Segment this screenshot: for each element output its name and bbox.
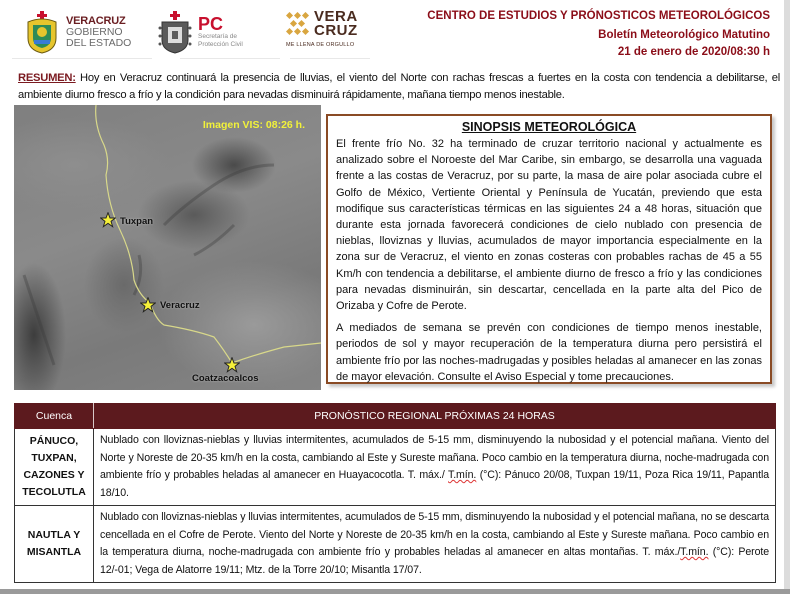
sinopsis-title: SINOPSIS METEOROLÓGICA bbox=[461, 120, 637, 134]
veracruz-brand-logo bbox=[286, 10, 358, 48]
proteccion-civil-logo bbox=[158, 10, 243, 54]
city-label-coatzacoalcos: Coatzacoalcos bbox=[192, 373, 259, 384]
logo-veracruz-line1: VERACRUZ bbox=[66, 14, 126, 27]
satellite-caption: Imagen VIS: 08:26 h. bbox=[202, 119, 305, 131]
cuenca-line: MISANTLA bbox=[26, 546, 82, 558]
table-row bbox=[15, 506, 776, 583]
forecast-table-header bbox=[15, 404, 776, 429]
veracruz-pattern-icon bbox=[286, 12, 310, 36]
spellcheck-flagged-word: T.mín. bbox=[448, 469, 477, 481]
header-forecast: PRONÓSTICO REGIONAL PRÓXIMAS 24 HORAS bbox=[94, 404, 776, 429]
bulletin-center-title: CENTRO DE ESTUDIOS Y PRÓNOSTICOS METEOROLÓGICOS bbox=[427, 10, 770, 22]
coastline bbox=[96, 105, 321, 363]
logo-pc-line2: Protección Civil bbox=[198, 41, 243, 48]
resumen-label: RESUMEN: bbox=[18, 72, 76, 84]
forecast-table bbox=[14, 403, 776, 583]
city-label-veracruz: Veracruz bbox=[160, 300, 200, 311]
star-icon bbox=[140, 297, 156, 313]
window-bottom-edge bbox=[0, 589, 790, 594]
spellcheck-flagged-word: T.mín. bbox=[680, 546, 709, 558]
cuenca-line: PÁNUCO, bbox=[29, 435, 79, 447]
logo-veracruz-line2: GOBIERNO bbox=[66, 25, 123, 38]
logo-divider bbox=[12, 58, 152, 59]
table-row bbox=[15, 429, 776, 506]
forecast-cell bbox=[94, 429, 776, 506]
logo-divider bbox=[290, 58, 370, 59]
logo-pc-acronym: PC bbox=[198, 14, 224, 34]
logo-vera-line1: VERA bbox=[314, 8, 358, 25]
coastline-overlay bbox=[14, 105, 321, 390]
header-cuenca: Cuenca bbox=[15, 404, 94, 429]
page-edge bbox=[784, 0, 790, 594]
logo-vera-tagline: ME LLENA DE ORGULLO bbox=[286, 42, 355, 48]
cuenca-line: TUXPAN, bbox=[31, 452, 77, 464]
forecast-text: (°C): Perote 12/-01; Vega de Alatorre 19/11; Mtz. de la Torre 20/10; Misantla 17/07. bbox=[100, 546, 769, 576]
sinopsis-paragraph-1: El frente frío No. 32 ha terminado de cruzar territorio nacional y actualmente es analizado sobre el Noroeste del Mar Caribe, sin embargo, se desarrolla una vaguada frente a las costas de Veracruz, por su parte, la masa de aire polar asociada cubre el Golfo de México, Vertiente Oriental y Península de Yucatán, previendo que esta modifique sus características térmicas en las siguientes 24 a 48 horas, situación que durante esta jornada favorecerá condiciones de cielo nublado con presencia de nieblas, lloviznas y lluvias, acumulados de mayor importancia especialmente en la zona sur de Veracruz, el viento en zonas costeras con probables rachas de 45 a 55 Km/h con tendencia a debilitarse, el ambiente diurno de fresco a frío y las condiciones para nevadas disminuirán, sin descartar, cencellada en la parte alta del Pico de Orizaba y Cofre de Perote. bbox=[336, 138, 762, 313]
sinopsis-paragraph-2: A mediados de semana se prevén con condiciones de tiempo menos inestable, periodos de sol y mayor recuperación de la temperatura diurna pero persistirá el ambiente frío por las noches-madrugadas y posibles heladas al amanecer en las zonas de mayor elevación. Consulte el Aviso Especial y tome precauciones. bbox=[336, 322, 762, 383]
cuenca-cell bbox=[15, 506, 94, 583]
bulletin-date: 21 de enero de 2020/08:30 h bbox=[617, 46, 770, 58]
logo-divider bbox=[180, 58, 280, 59]
cuenca-line: TECOLUTLA bbox=[22, 486, 86, 498]
satellite-image bbox=[14, 105, 321, 390]
forecast-text: Nublado con lloviznas-nieblas y lluvias intermitentes, acumulados de 5-15 mm, disminuyendo la nubosidad y el potencial mañana, no se descarta cencellada en el Cofre de Perote. Viento del Norte y Noreste de 20-35 km/h en la costa, cambiando al Este y Sureste mañana. Poco cambio en la temperatura diurna, noche-madrugada con ambiente frío y probables heladas al amanecer en altas montañas. T. máx./ bbox=[100, 511, 769, 558]
cuenca-cell bbox=[15, 429, 94, 506]
logo-veracruz-line3: DEL ESTADO bbox=[66, 36, 132, 49]
veracruz-coat-of-arms-icon bbox=[24, 10, 60, 54]
star-icon bbox=[100, 212, 116, 228]
proteccion-civil-shield-icon bbox=[158, 10, 192, 54]
logo-pc-line1: Secretaría de bbox=[198, 33, 238, 40]
forecast-text: (°C): Pánuco 20/08, Tuxpan 19/11, Poza Rica 19/11, Papantla 18/10. bbox=[100, 469, 769, 499]
cuenca-line: CAZONES Y bbox=[23, 469, 85, 481]
forecast-text: Nublado con lloviznas-nieblas y lluvias intermitentes, acumulados de 5-15 mm, disminuyendo la nubosidad y el potencial mañana. Viento del Norte y Noreste de 20-35 km/h en la costa, cambiando al Este y Sureste mañana. Poco cambio en la temperatura diurna, noche-madrugada con ambiente frío y probables heladas al amanecer en Huayacocotla. T. máx./ bbox=[100, 434, 769, 481]
forecast-cell bbox=[94, 506, 776, 583]
logo-vera-line2: CRUZ bbox=[314, 22, 358, 39]
resumen-paragraph bbox=[18, 70, 780, 104]
veracruz-gobierno-logo bbox=[24, 10, 131, 54]
cuenca-line: NAUTLA Y bbox=[27, 529, 81, 541]
resumen-text: Hoy en Veracruz continuará la presencia de lluvias, el viento del Norte con rachas frescas a fuertes en la costa con tendencia a debilitarse, el ambiente diurno fresco a frío y la condición para nevadas disminuirá rápidamente, mañana tiempo menos inestable. bbox=[18, 72, 780, 101]
star-icon bbox=[224, 357, 240, 373]
bulletin-subtitle: Boletín Meteorológico Matutino bbox=[598, 29, 770, 41]
city-label-tuxpan: Tuxpan bbox=[120, 216, 154, 227]
sinopsis-box bbox=[326, 114, 772, 384]
